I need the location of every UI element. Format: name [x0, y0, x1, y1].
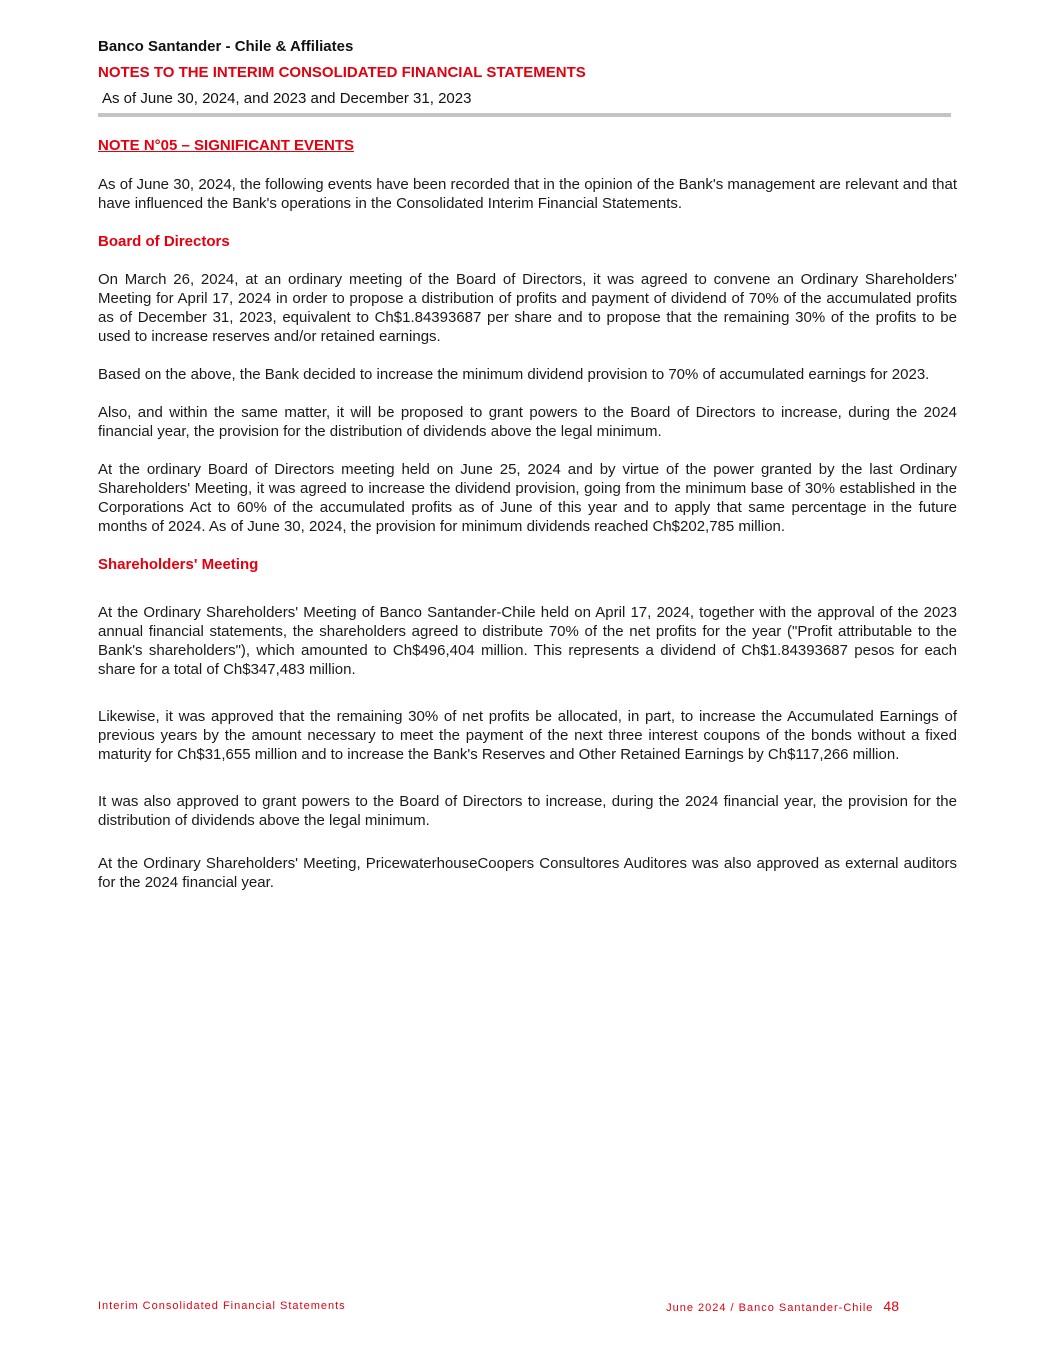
- as-of-date: As of June 30, 2024, and 2023 and December 31, 2023: [102, 90, 472, 107]
- footer-right: [666, 1298, 899, 1314]
- board-of-directors-heading: Board of Directors: [98, 233, 230, 250]
- note-title: NOTE N°05 – SIGNIFICANT EVENTS: [98, 137, 355, 154]
- header-divider: [98, 113, 951, 117]
- board-paragraph-4: At the ordinary Board of Directors meeting held on June 25, 2024 and by virtue of the power granted by the last Ordinary Shareholders' Meeting, it was agreed to increase the dividend provision, going from the minimum base of 30% established in the Corporations Act to 60% of the accumulated profits as of June of this year and to apply that same percentage in the future months of 2024. As of June 30, 2024, the provision for minimum dividends reached Ch$202,785 million.: [98, 461, 957, 535]
- shareholders-paragraph-1: At the Ordinary Shareholders' Meeting of Banco Santander-Chile held on April 17, 2024, together with the approval of the 2023 annual financial statements, the shareholders agreed to distribute 70% of the net profits for the year ("Profit attributable to the Bank's shareholders"), which amounted to Ch$496,404 million. This represents a dividend of Ch$1.84393687 pesos for each share for a total of Ch$347,483 million.: [98, 604, 957, 678]
- board-paragraph-1: On March 26, 2024, at an ordinary meeting of the Board of Directors, it was agreed to convene an Ordinary Shareholders' Meeting for April 17, 2024 in order to propose a distribution of profits and payment of dividend of 70% of the accumulated profits as of December 31, 2023, equivalent to Ch$1.84393687 per share and to propose that the remaining 30% of the profits to be used to increase reserves and/or retained earnings.: [98, 271, 957, 345]
- page-header: [98, 36, 951, 117]
- intro-paragraph: As of June 30, 2024, the following events have been recorded that in the opinion of the Bank's management are relevant and that have influenced the Bank's operations in the Consolidated Interim Financial Statements.: [98, 176, 957, 212]
- footer-issuer: June 2024 / Banco Santander-Chile: [666, 1302, 874, 1314]
- note-content: [98, 135, 957, 911]
- board-paragraph-3: Also, and within the same matter, it will be proposed to grant powers to the Board of Directors to increase, during the 2024 financial year, the provision for the distribution of dividends above the legal minimum.: [98, 404, 957, 440]
- board-paragraph-2: Based on the above, the Bank decided to increase the minimum dividend provision to 70% of accumulated earnings for 2023.: [98, 366, 930, 383]
- shareholders-paragraph-2: Likewise, it was approved that the remaining 30% of net profits be allocated, in part, to increase the Accumulated Earnings of previous years by the amount necessary to meet the payment of the next three interest coupons of the bonds without a fixed maturity for Ch$31,655 million and to increase the Bank's Reserves and Other Retained Earnings by Ch$117,266 million.: [98, 708, 957, 763]
- footer-document-title: Interim Consolidated Financial Statements: [98, 1300, 346, 1312]
- shareholders-meeting-heading: Shareholders' Meeting: [98, 556, 259, 573]
- page-number: 48: [883, 1298, 899, 1314]
- company-name: Banco Santander - Chile & Affiliates: [98, 38, 354, 55]
- shareholders-paragraph-4: At the Ordinary Shareholders' Meeting, PricewaterhouseCoopers Consultores Auditores was also approved as external auditors for the 2024 financial year.: [98, 855, 957, 891]
- notes-title: NOTES TO THE INTERIM CONSOLIDATED FINANCIAL STATEMENTS: [98, 64, 586, 81]
- shareholders-paragraph-3: It was also approved to grant powers to the Board of Directors to increase, during the 2024 financial year, the provision for the distribution of dividends above the legal minimum.: [98, 793, 957, 829]
